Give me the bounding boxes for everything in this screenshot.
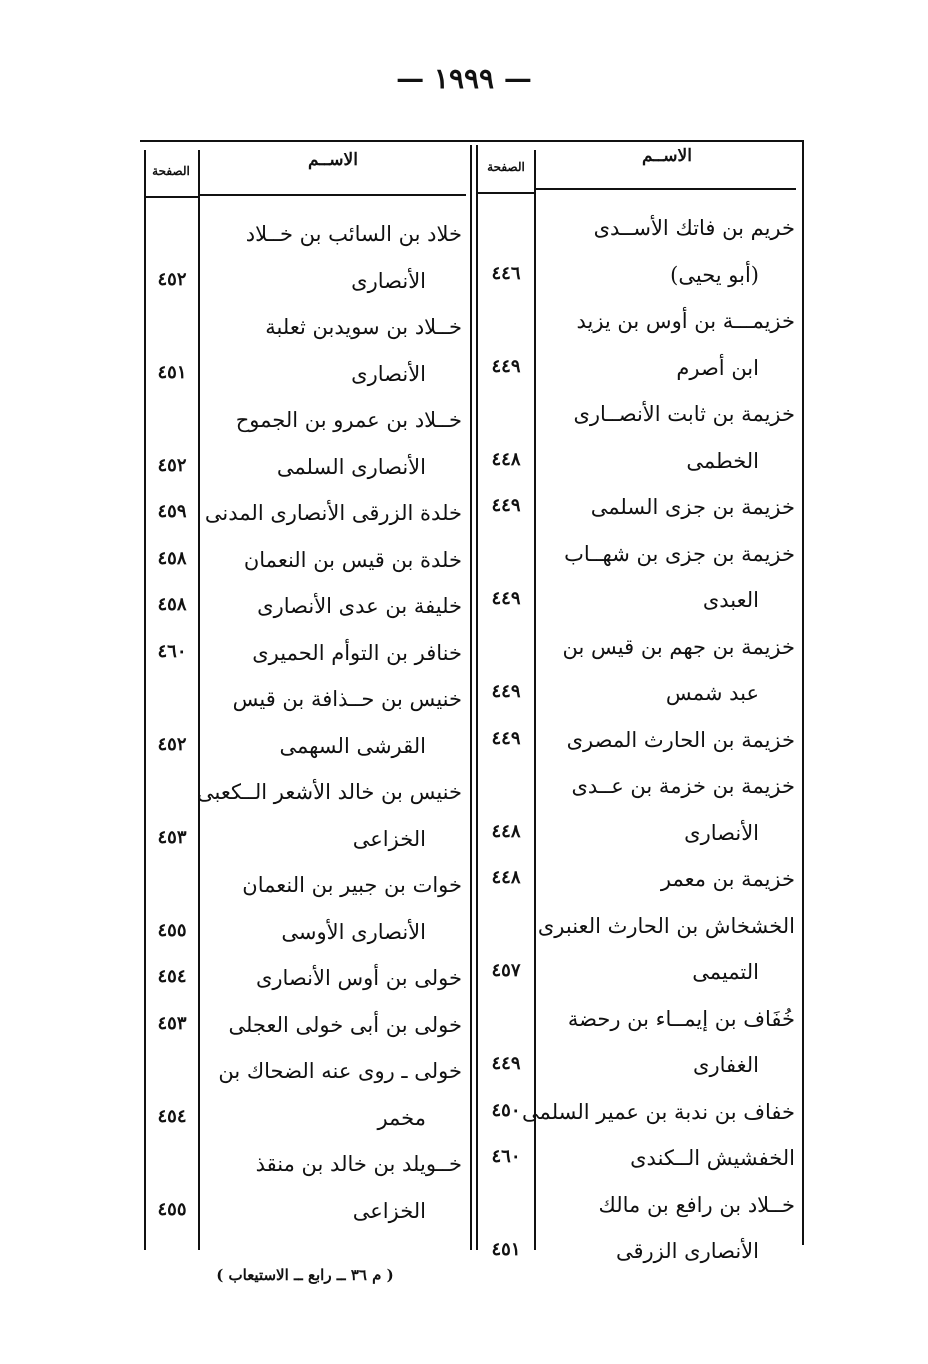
index-entry-line: خولى ـ روى عنه الضحاك بن — [218, 1059, 462, 1083]
index-entry-line: ابن أصرم — [676, 355, 759, 380]
index-entry-line: خزيمة بن خزمة بن عــدى — [571, 774, 795, 798]
right-page-header-underline — [478, 192, 534, 194]
index-entry-line: العبدى — [702, 588, 759, 612]
index-entry-line: خــويلد بن خالد بن منقذ — [255, 1152, 462, 1176]
page-reference: ٤٤٦ — [491, 262, 521, 284]
page-reference: ٤٥٠ — [491, 1099, 521, 1121]
index-entry-line: الأنصارى الأوسى — [281, 919, 426, 944]
index-entry-line: التميمى — [692, 960, 759, 984]
index-entry-line: الأنصارى — [684, 820, 759, 845]
index-entry-line: القرشى السهمى — [279, 733, 426, 758]
page-reference: ٤٥١ — [157, 361, 187, 383]
index-entry-line: خزيمة بن جهم بن قيس بن — [562, 634, 795, 659]
index-entry-line: خزيمة بن جزى السلمى — [590, 495, 795, 519]
footer-note: ( م ٣٦ ــ رابع ــ الاستيعاب ) — [216, 1266, 394, 1284]
index-entry-line: خُفَاف بن إيمــاء بن رحضة — [567, 1006, 795, 1031]
index-entry-line: الخشخاش بن الحارث العنبرى — [537, 913, 795, 938]
left-name-header: الاســم — [308, 150, 358, 170]
page-reference: ٤٥٥ — [157, 1198, 187, 1220]
page-reference: ٤٥٩ — [157, 501, 187, 522]
index-entry-line: خولى بن أوس الأنصارى — [255, 966, 462, 990]
index-entry-line: خليفة بن عدى الأنصارى — [257, 594, 462, 618]
page-reference: ٤٤٩ — [491, 1053, 521, 1074]
page-reference: ٤٥٤ — [157, 1105, 187, 1127]
index-entry-line: خزيمة بن ثابت الأنصــارى — [573, 402, 795, 426]
page-reference: ٤٥٢ — [157, 733, 187, 755]
page-reference: ٤٤٩ — [491, 681, 521, 702]
index-entry-line: خــلاد بن رافع بن مالك — [598, 1192, 795, 1217]
right-header-underline — [534, 188, 796, 190]
index-entry-line: الأنصارى الزرقى — [615, 1239, 759, 1263]
page-reference: ٤٦٠ — [491, 1146, 521, 1167]
right-page-col-divider — [534, 150, 536, 1250]
index-entry-line: الخزاعى — [352, 1198, 426, 1223]
index-entry-line: خــلاد بن عمرو بن الجموح — [235, 408, 462, 432]
page-reference: ٤٥٨ — [157, 594, 187, 615]
index-entry-line: خلاد بن السائب بن خــلاد — [245, 222, 462, 246]
page-reference: ٤٥٨ — [157, 547, 187, 569]
page-reference: ٤٥٢ — [157, 454, 187, 476]
page-reference: ٤٤٩ — [491, 588, 521, 609]
left-outer-border — [144, 150, 146, 1250]
page-reference: ٤٥٤ — [157, 966, 187, 987]
middle-double-border — [470, 145, 472, 1250]
index-entry-line: مخمر — [377, 1105, 426, 1130]
index-entry-line: خزيمة بن الحارث المصرى — [566, 727, 795, 752]
page-reference: ٤٥٥ — [157, 919, 187, 941]
left-header-underline — [200, 194, 466, 196]
left-page-header-underline — [144, 196, 198, 198]
index-entry-line: الخطمى — [686, 448, 759, 473]
left-page-col-divider — [198, 150, 200, 1250]
index-entry-line: خلدة الزرقى الأنصارى المدنى — [204, 501, 462, 525]
page-reference: ٤٤٨ — [491, 448, 521, 470]
index-entry-line: خــلاد بن سويدبن ثعلبة — [265, 315, 462, 339]
page-reference: ٤٤٩ — [491, 727, 521, 749]
right-name-header: الاســم — [642, 146, 692, 166]
index-entry-line: خنيس بن خالد الأشعر الــكعبى — [197, 780, 462, 804]
index-entry-line: خولى بن أبى خولى العجلى — [228, 1012, 462, 1037]
page-reference: ٤٥٢ — [157, 268, 187, 290]
index-entry-line: عبد شمس — [665, 681, 759, 705]
table-top-border — [140, 140, 804, 142]
index-entry-line: خزيمـــة بن أوس بن يزيد — [576, 309, 795, 333]
page-reference: ٤٥٧ — [491, 960, 521, 981]
page-reference: ٤٥٣ — [157, 1012, 187, 1034]
index-entry-line: خلدة بن قيس بن النعمان — [243, 547, 462, 572]
page-reference: ٤٤٩ — [491, 495, 521, 516]
index-entry-line: الأنصارى السلمى — [276, 454, 426, 479]
index-entry-line: الخزاعى — [352, 826, 426, 851]
right-page-header: الصفحة — [487, 160, 525, 174]
index-entry-line: الأنصارى — [351, 361, 426, 386]
page-reference: ٤٤٨ — [491, 867, 521, 888]
index-entry-line: (أبو يحيى) — [670, 262, 759, 287]
index-entry-line: خنيس بن حــذافة بن قيس — [232, 687, 462, 711]
right-outer-border — [802, 140, 804, 1245]
page-reference: ٤٦٠ — [157, 640, 187, 662]
index-entry-line: خنافر بن التوأم الحميرى — [252, 640, 462, 665]
index-entry-line: خوات بن جبير بن النعمان — [242, 873, 462, 897]
index-entry-line: خزيمة بن جزى بن شهــاب — [564, 541, 795, 566]
page-reference: ٤٤٨ — [491, 820, 521, 842]
index-entry-line: الغفارى — [693, 1053, 759, 1077]
page-reference: ٤٤٩ — [491, 355, 521, 377]
index-entry-line: الأنصارى — [351, 268, 426, 293]
left-page-header: الصفحة — [152, 164, 190, 178]
index-entry-line: خفاف بن ندبة بن عمير السلمى — [522, 1099, 795, 1124]
page-number: — ١٩٩٩ — — [396, 62, 532, 95]
index-entry-line: خزيمة بن معمر — [660, 867, 795, 891]
index-entry-line: خريم بن فاتك الأســدى — [593, 216, 795, 240]
middle-double-border-2 — [476, 145, 478, 1250]
page-reference: ٤٥٣ — [157, 826, 187, 848]
page-reference: ٤٥١ — [491, 1239, 521, 1260]
index-entry-line: الخفشيش الــكندى — [630, 1146, 795, 1170]
